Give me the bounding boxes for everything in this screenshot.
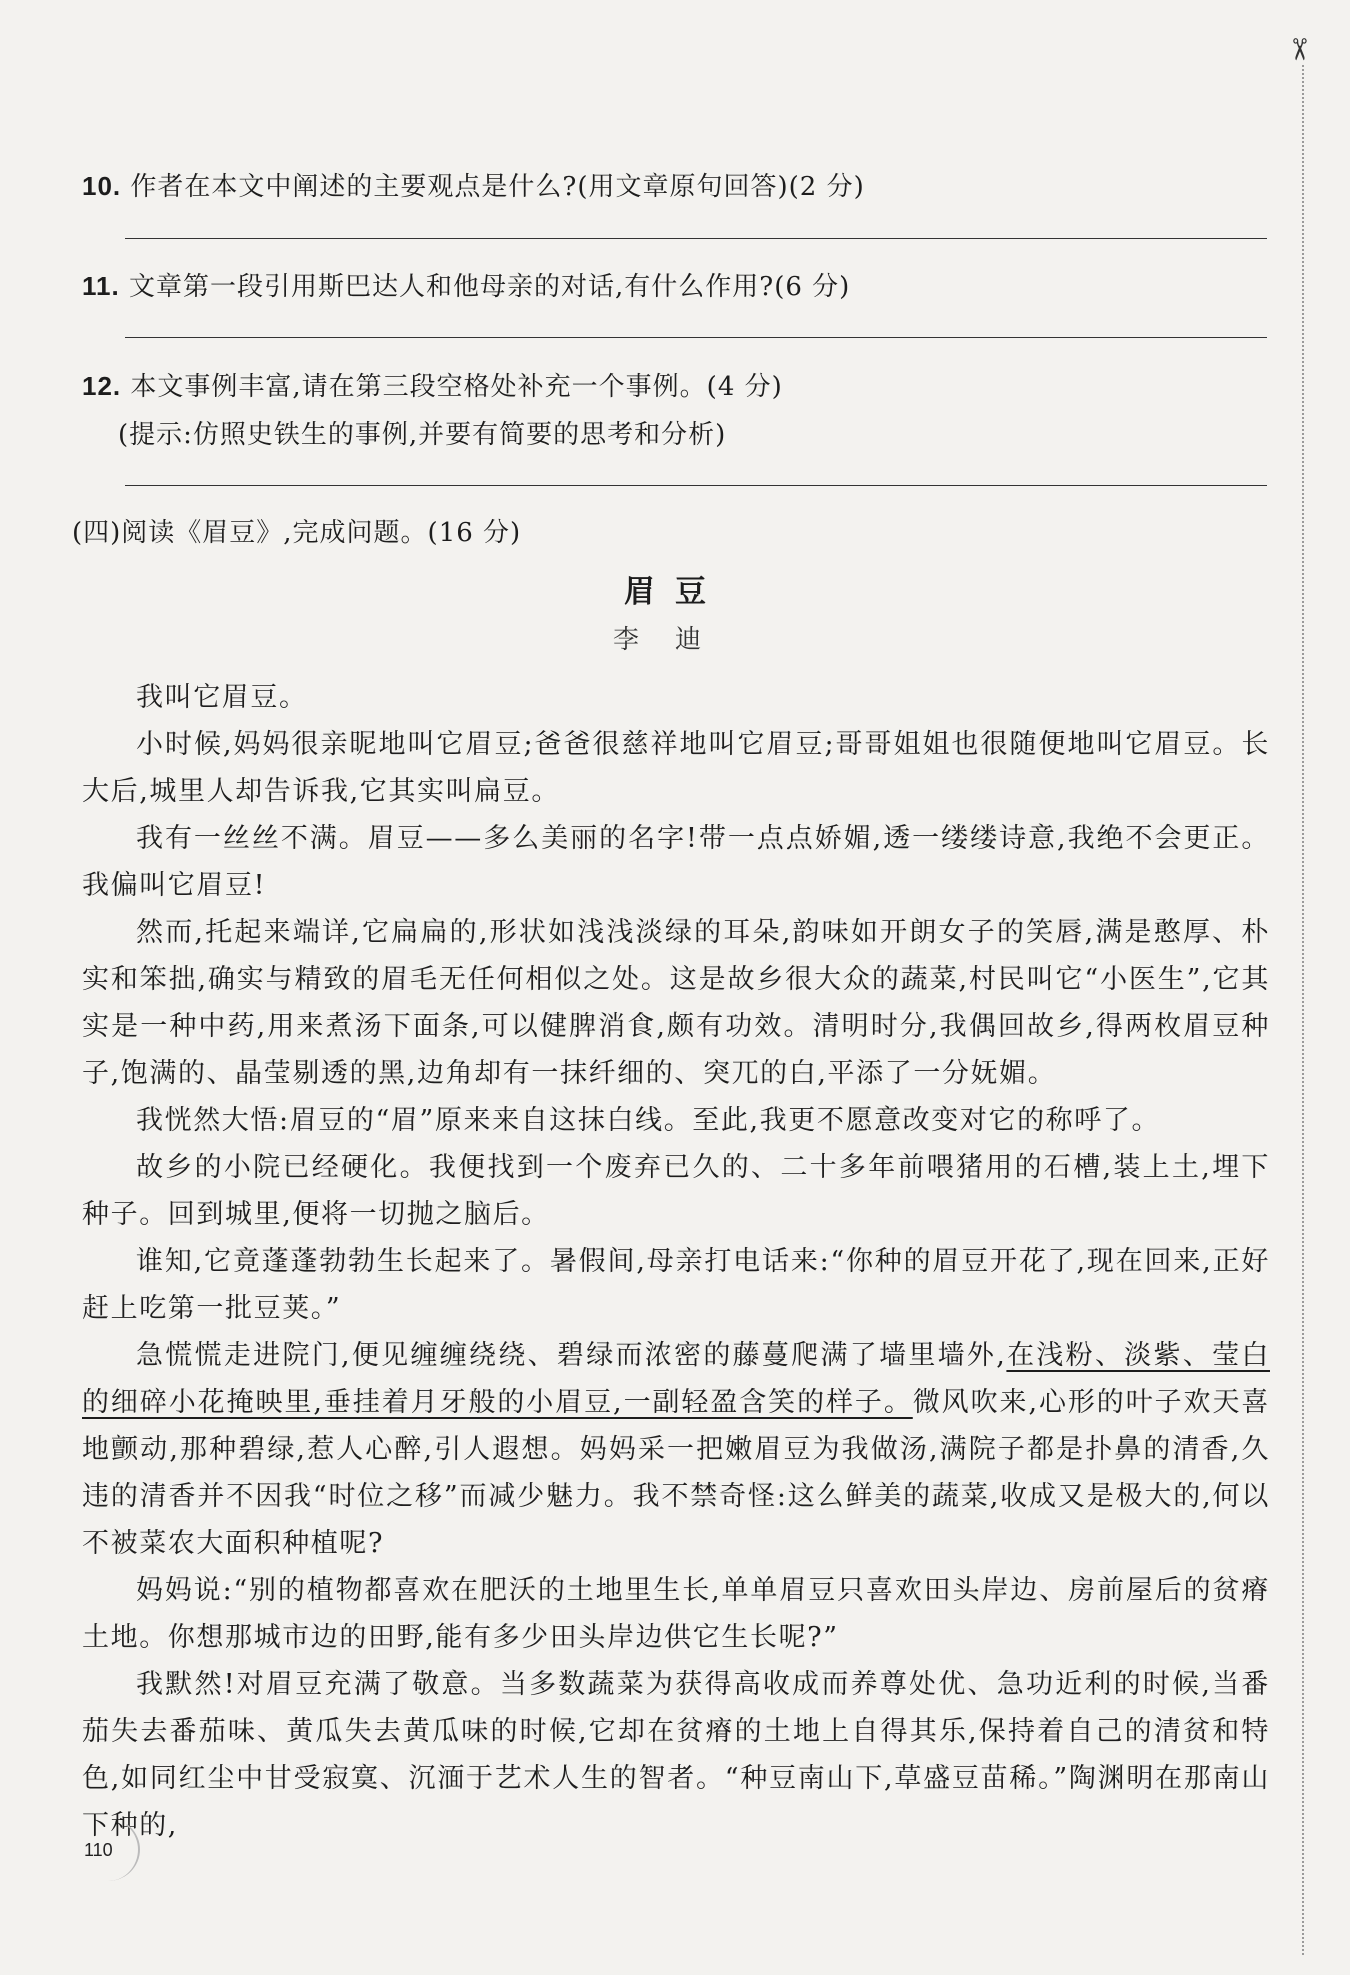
question-text: 本文事例丰富,请在第三段空格处补充一个事例。(4 分) [130,372,783,402]
question-text: 作者在本文中阐述的主要观点是什么?(用文章原句回答)(2 分) [130,172,865,202]
paragraph-segment: 急慌慌走进院门,便见缠缠绕绕、碧绿而浓密的藤蔓爬满了墙里墙外, [136,1340,1007,1371]
answer-line[interactable] [125,485,1267,486]
paragraph: 我默然!对眉豆充满了敬意。当多数蔬菜为获得高收成而养尊处优、急功近利的时候,当番茄失去番茄味、黄瓜失去黄瓜味的时候,它却在贫瘠的土地上自得其乐,保持着自己的清贫和特色,如同红尘中甘受寂寞、沉湎于艺术人生的智者。“种豆南山下,草盛豆苗稀。”陶渊明在那南山下种的, [82,1669,1270,1841]
paragraph: 我叫它眉豆。 [136,682,308,713]
answer-line[interactable] [125,238,1267,239]
question-number: 12. [82,371,122,401]
paragraph: 我恍然大悟:眉豆的“眉”原来来自这抹白线。至此,我更不愿意改变对它的称呼了。 [136,1105,1161,1136]
article-author: 李迪 [612,625,737,655]
article-title: 眉豆 [624,574,726,610]
question-10 [82,166,865,203]
cut-line [1302,65,1304,1955]
article-body [82,674,1270,1849]
page-number: 110 [84,1840,113,1860]
scissors-icon: ✂ [1281,36,1317,63]
paragraph: 小时候,妈妈很亲昵地叫它眉豆;爸爸很慈祥地叫它眉豆;哥哥姐姐也很随便地叫它眉豆。长大后,城里人却告诉我,它其实叫扁豆。 [82,729,1270,807]
answer-line[interactable] [125,337,1267,338]
question-number: 10. [82,171,122,201]
question-text: 文章第一段引用斯巴达人和他母亲的对话,有什么作用?(6 分) [128,272,851,302]
question-12 [82,366,783,403]
question-12-hint: (提示:仿照史铁生的事例,并要有简要的思考和分析) [118,420,727,450]
paragraph: 然而,托起来端详,它扁扁的,形状如浅浅淡绿的耳朵,韵味如开朗女子的笑唇,满是憨厚、朴实和笨拙,确实与精致的眉毛无任何相似之处。这是故乡很大众的蔬菜,村民叫它“小医生”,它其实是一种中药,用来煮汤下面条,可以健脾消食,颇有功效。清明时分,我偶回故乡,得两枚眉豆种子,饱满的、晶莹剔透的黑,边角却有一抹纤细的、突兀的白,平添了一分妩媚。 [82,917,1270,1089]
paragraph: 妈妈说:“别的植物都喜欢在肥沃的土地里生长,单单眉豆只喜欢田头岸边、房前屋后的贫瘠土地。你想那城市边的田野,能有多少田头岸边供它生长呢?” [82,1575,1270,1653]
paragraph: 故乡的小院已经硬化。我便找到一个废弃已久的、二十多年前喂猪用的石槽,装上土,埋下种子。回到城里,便将一切抛之脑后。 [82,1152,1270,1230]
paragraph: 我有一丝丝不满。眉豆——多么美丽的名字!带一点点娇媚,透一缕缕诗意,我绝不会更正。我偏叫它眉豆! [82,823,1270,901]
question-number: 11. [82,271,120,301]
underlined-sentence: 在浅粉、淡紫、莹白的细碎小花掩映里,垂挂着月牙般的小眉豆,一副轻盈含笑的样子。 [82,1340,1270,1418]
paragraph: 谁知,它竟蓬蓬勃勃生长起来了。暑假间,母亲打电话来:“你种的眉豆开花了,现在回来,正好赶上吃第一批豆荚。” [82,1246,1270,1324]
paragraph [82,1332,1270,1567]
question-11 [82,266,850,303]
paragraph-segment: 微风吹来,心形的叶子欢天喜地颤动,那种碧绿,惹人心醉,引人遐想。妈妈采一把嫩眉豆为我做汤,满院子都是扑鼻的清香,久违的清香并不因我“时位之移”而减少魅力。我不禁奇怪:这么鲜美的蔬菜,收成又是极大的,何以不被菜农大面积种植呢? [82,1387,1270,1559]
section-heading: (四)阅读《眉豆》,完成问题。(16 分) [72,518,522,548]
